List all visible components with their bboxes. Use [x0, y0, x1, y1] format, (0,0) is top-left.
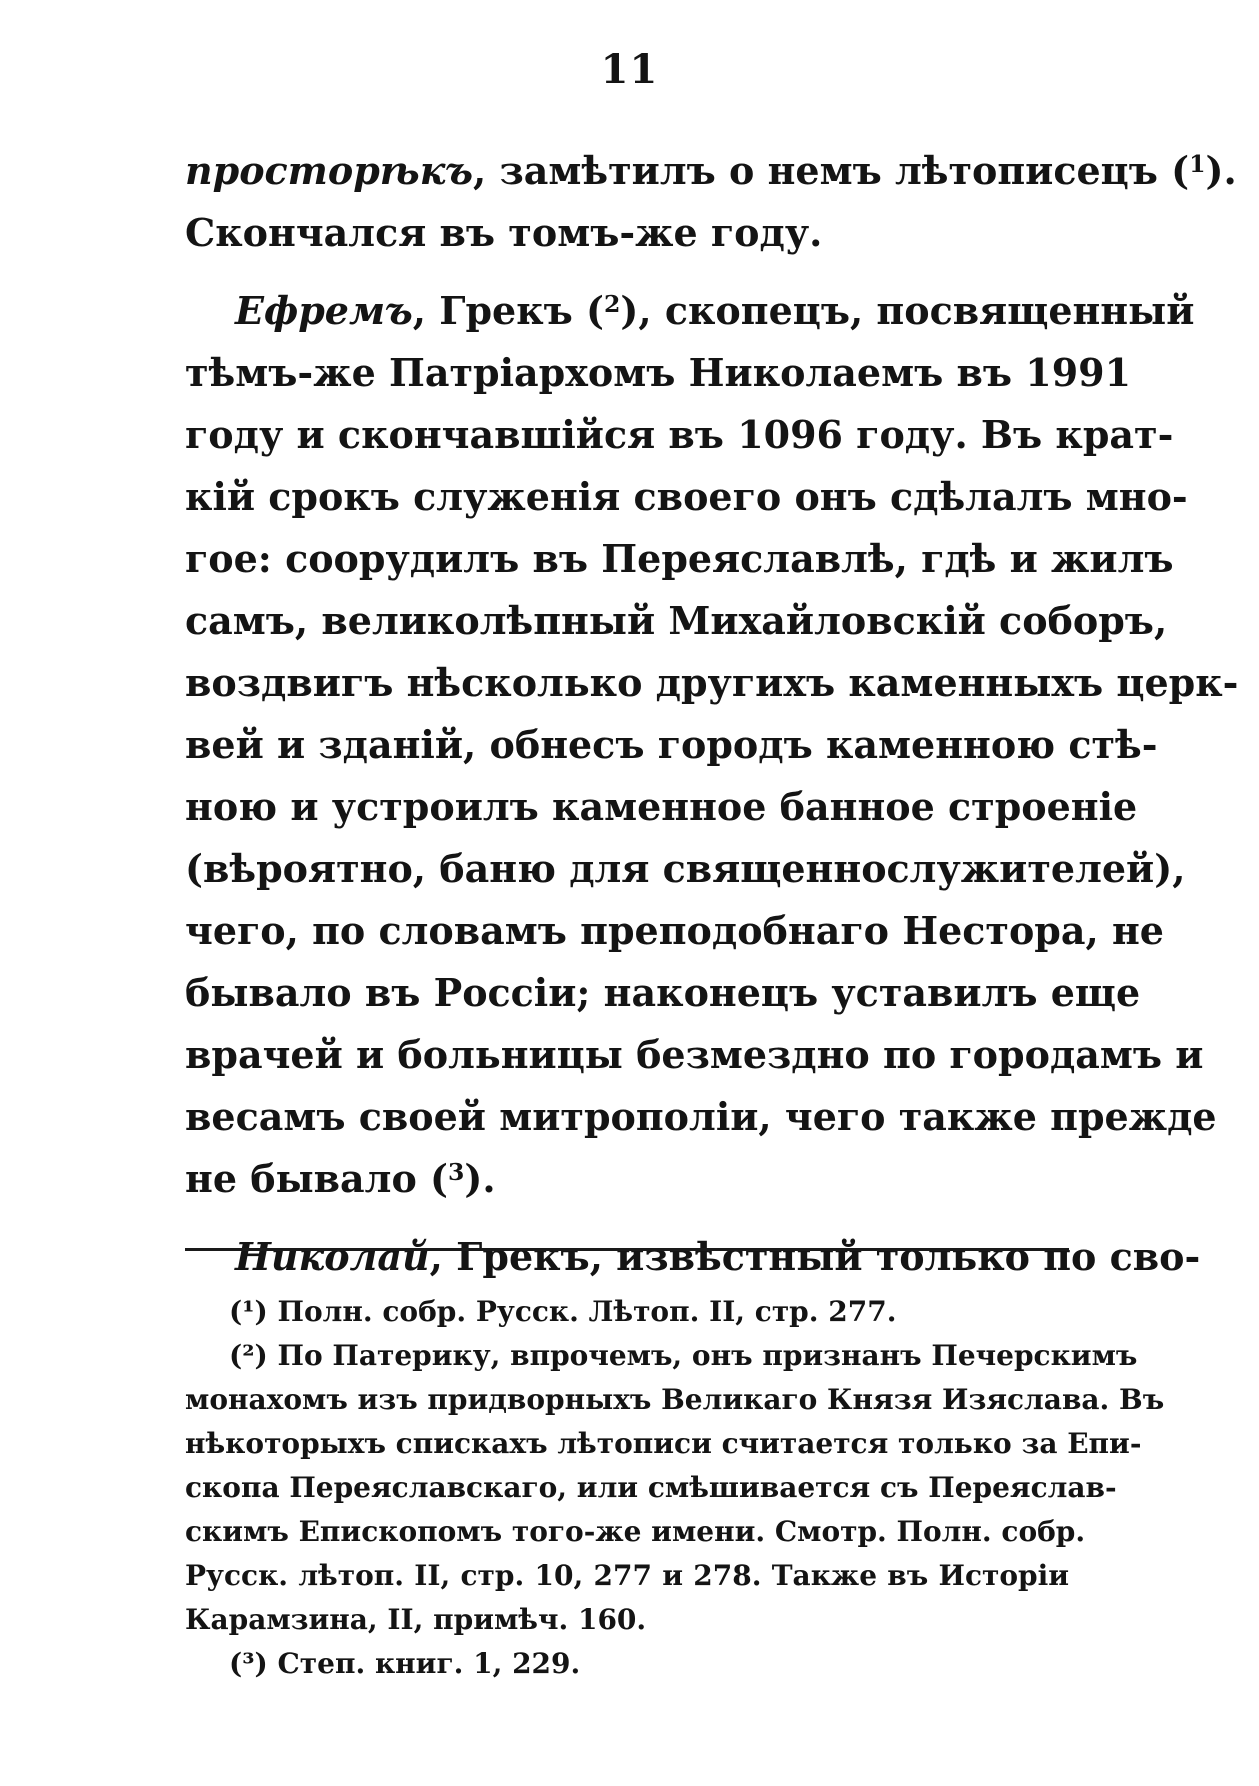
text-line: весамъ своей митрополіи, чего также прежде: [185, 1094, 1217, 1139]
footnote-ref-2: 2: [604, 290, 621, 319]
italic-word: просторѣкъ: [185, 148, 474, 193]
footnote-ref-1: 1: [1189, 150, 1206, 179]
footnote-marker: (²): [229, 1339, 268, 1372]
text-line: [185, 140, 1237, 202]
footnote-divider: [185, 1248, 1069, 1251]
text-line: врачей и больницы безмездно по городамъ и: [185, 1032, 1204, 1077]
footnote-line: Русск. лѣтоп. II, стр. 10, 277 и 278. Также въ Исторіи: [185, 1559, 1069, 1592]
footnote-line: скимъ Епископомъ того-же имени. Смотр. Полн. собр.: [185, 1515, 1086, 1548]
text-line: самъ, великолѣпный Михайловскій соборъ,: [185, 598, 1168, 643]
text-line: [185, 280, 1195, 342]
footnote-text: По Патерику, впрочемъ, онъ признанъ Печерскимъ: [277, 1339, 1138, 1372]
person-name-efrem: Ефремъ: [235, 288, 413, 333]
footnote-marker: (³): [229, 1647, 268, 1680]
text-line: ною и устроилъ каменное банное строеніе: [185, 784, 1138, 829]
text-line: кій срокъ служенія своего онъ сдѣлалъ мно-: [185, 474, 1188, 519]
footnote-2: [185, 1334, 1138, 1378]
text-fragment: , замѣтилъ о немъ лѣтописецъ (: [473, 148, 1190, 193]
text-line: году и скончавшійся въ 1096 году. Въ крат-: [185, 412, 1174, 457]
footnote-line: скопа Переяславскаго, или смѣшивается съ Переяслав-: [185, 1471, 1117, 1504]
text-line: [185, 1226, 1201, 1288]
footnote-ref-3: 3: [448, 1158, 465, 1187]
text-fragment: , Грекъ, извѣстный только по сво-: [429, 1234, 1201, 1279]
footnote-marker: (¹): [229, 1295, 268, 1328]
footnote-3: [185, 1642, 1069, 1686]
text-line: [185, 1148, 1069, 1210]
footnote-text: Полн. собр. Русск. Лѣтоп. II, стр. 277.: [277, 1295, 897, 1328]
text-line: (вѣроятно, баню для священнослужителей),: [185, 846, 1186, 891]
text-fragment: ), скопецъ, посвященный: [620, 288, 1195, 333]
text-line: вей и зданій, обнесъ городъ каменною стѣ-: [185, 722, 1158, 767]
text-line: воздвигъ нѣсколько другихъ каменныхъ церк-: [185, 660, 1239, 705]
text-line: чего, по словамъ преподобнаго Нестора, не: [185, 908, 1164, 953]
text-fragment: ).: [464, 1156, 496, 1201]
footnote-line: Карамзина, II, примѣч. 160.: [185, 1603, 647, 1636]
person-name-nikolai: Николай: [235, 1234, 430, 1279]
text-line: гое: соорудилъ въ Переяславлѣ, гдѣ и жилъ: [185, 536, 1174, 581]
text-line: бывало въ Россіи; наконецъ уставилъ еще: [185, 970, 1141, 1015]
footnote-line: монахомъ изъ придворныхъ Великаго Князя Изяслава. Въ: [185, 1383, 1165, 1416]
text-line: Скончался въ томъ-же году.: [185, 210, 823, 255]
text-fragment: ).: [1205, 148, 1237, 193]
footnotes: [185, 1290, 1165, 1686]
text-fragment: , Грекъ (: [412, 288, 604, 333]
footnote-1: [185, 1290, 1069, 1334]
page-number: 11: [600, 46, 659, 93]
text-fragment: не бывало (: [185, 1156, 449, 1201]
main-text: [185, 140, 1239, 1288]
footnote-text: Степ. книг. 1, 229.: [277, 1647, 581, 1680]
text-line: тѣмъ-же Патріархомъ Николаемъ въ 1991: [185, 350, 1132, 395]
footnote-line: нѣкоторыхъ спискахъ лѣтописи считается только за Епи-: [185, 1427, 1142, 1460]
